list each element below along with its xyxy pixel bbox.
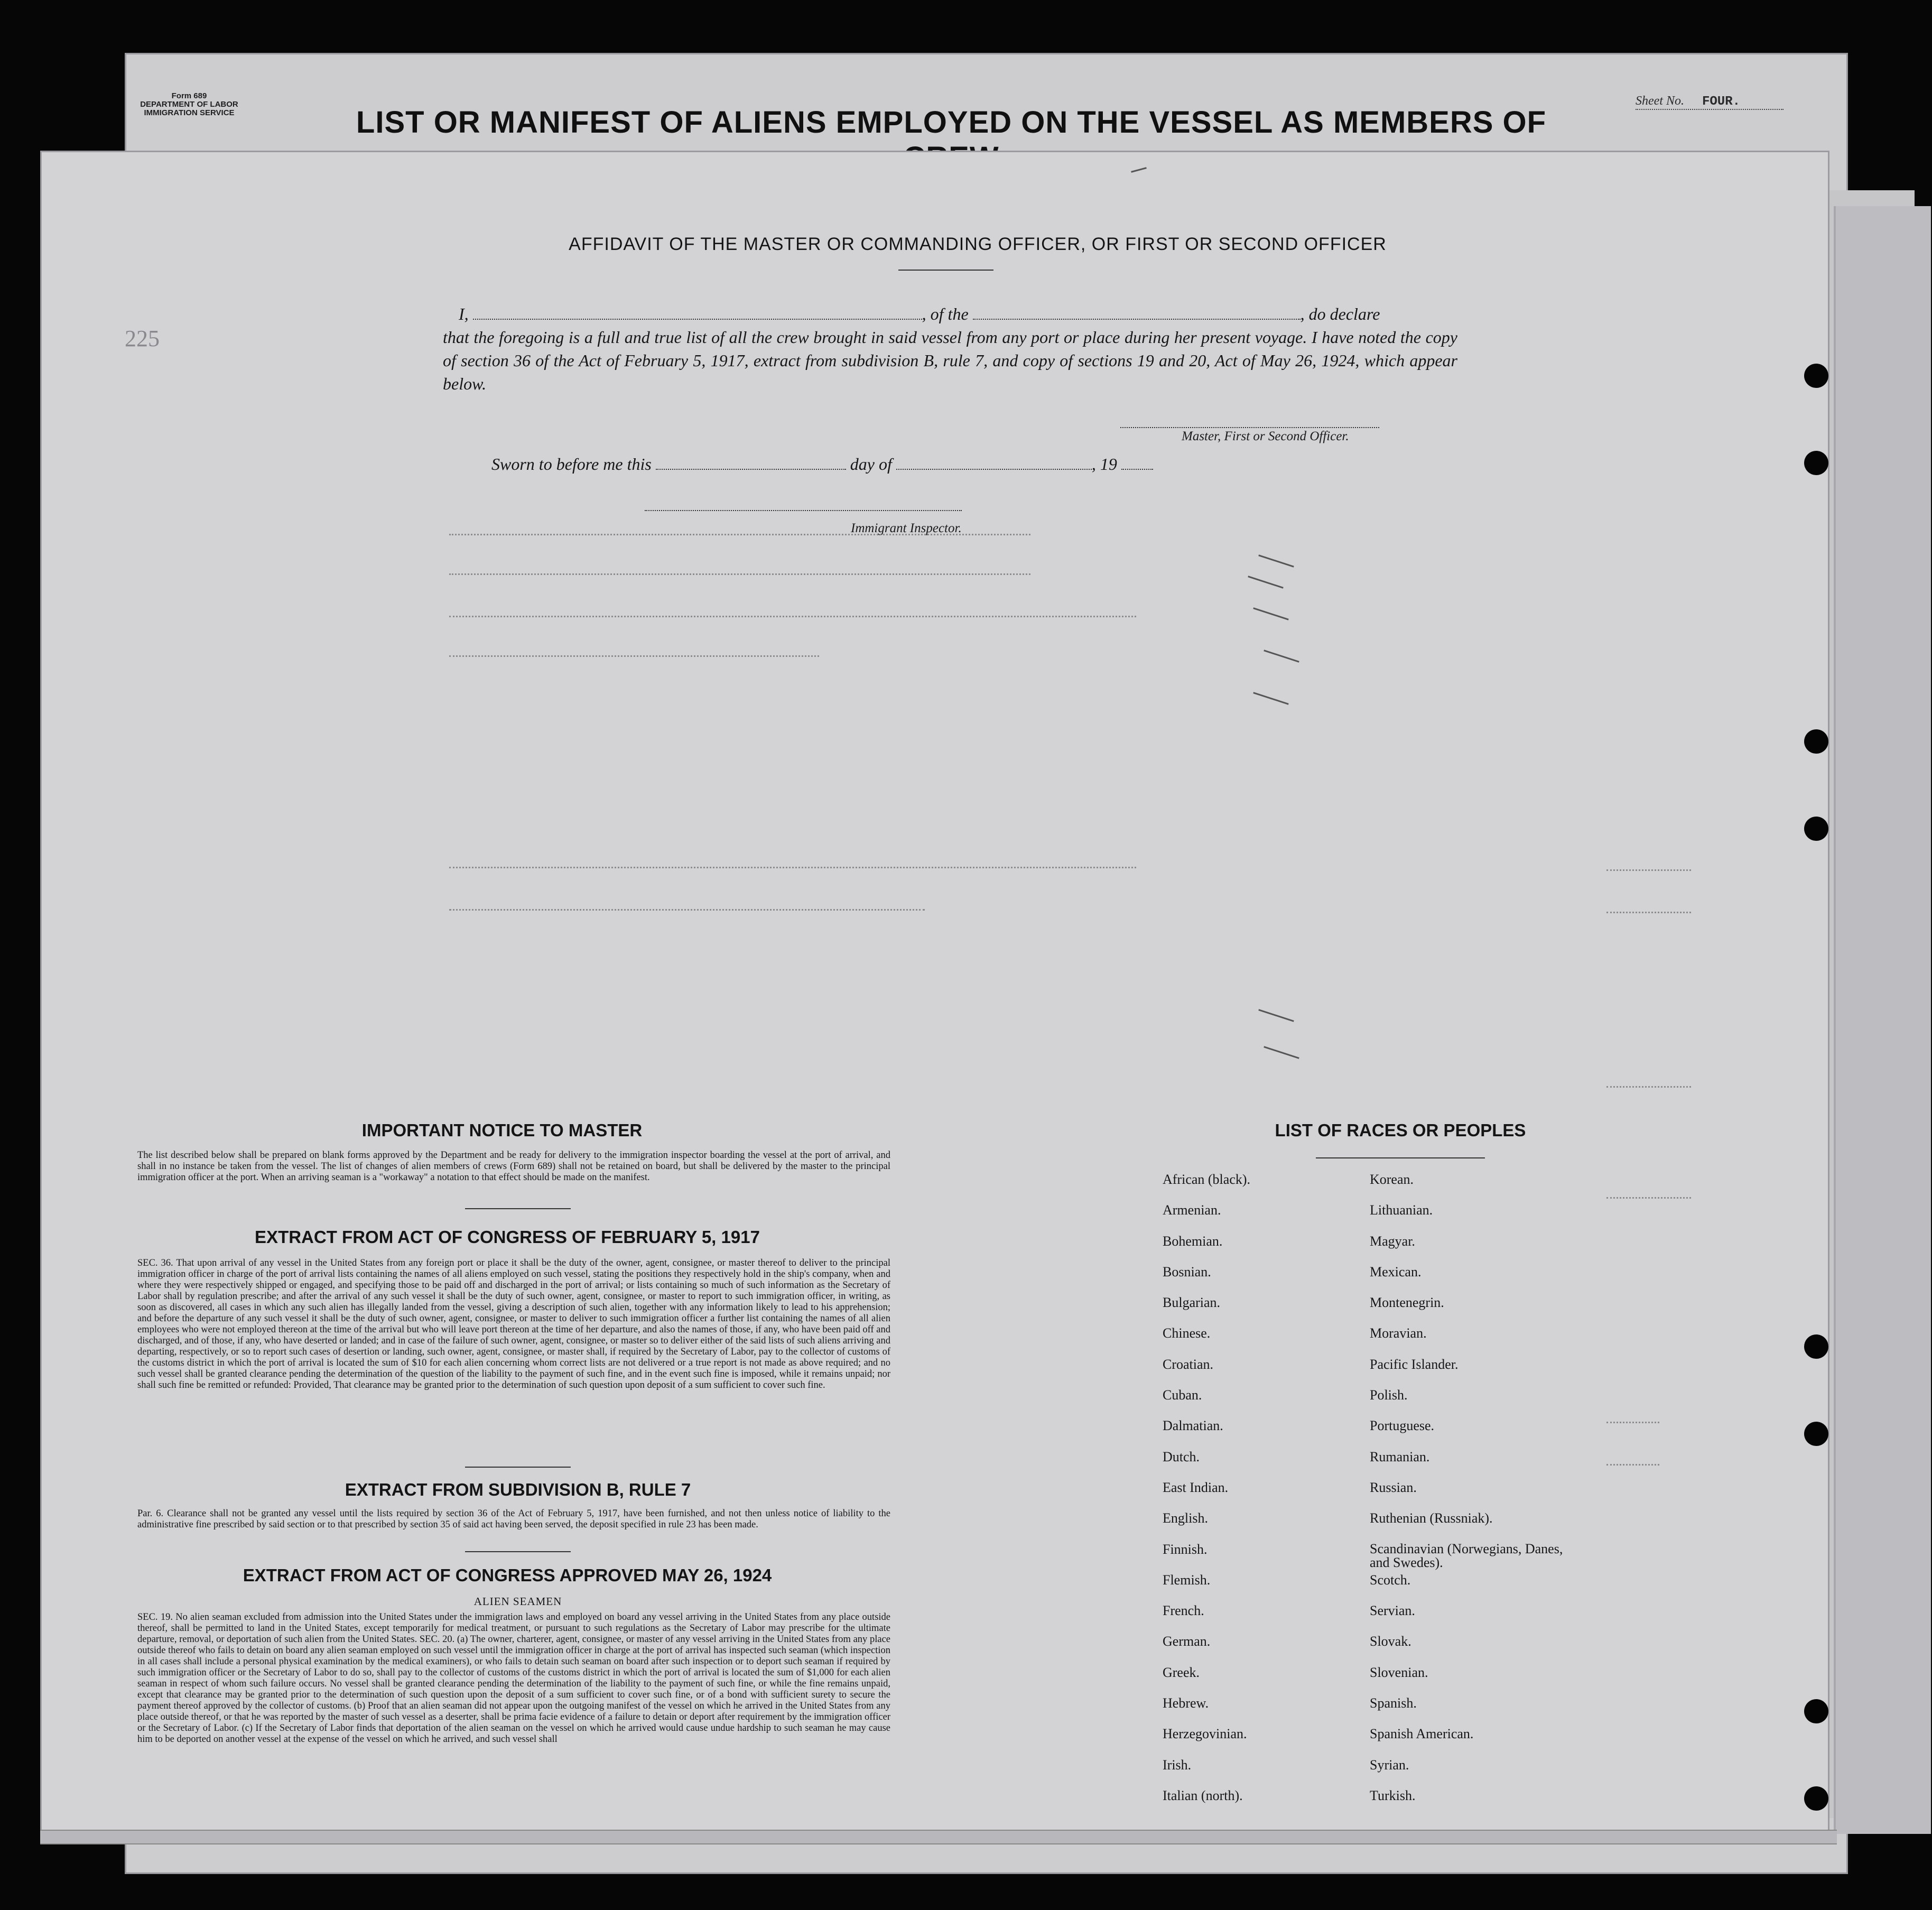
race-item: Greek.	[1163, 1664, 1200, 1680]
alien-seamen-subtitle: ALIEN SEAMEN	[473, 1595, 562, 1608]
race-item: Polish.	[1370, 1387, 1408, 1403]
sworn-line	[491, 455, 1153, 474]
bleed-row	[449, 909, 925, 913]
affidavit-title-rule	[898, 270, 993, 271]
extract-1917-body: SEC. 36. That upon arrival of any vessel in the United States from any foreign port or place it shall be the duty of the owner, agent, consignee, or master thereof to deliver to the principal immigration officer in charge of the port of arrival lists containing the names of all aliens employed on such vessel, stating the positions they respectively hold in the ship's company, when and where they were respectively shipped or engaged, and specifying those to be paid off and discharged in the port of arrival; or lists containing so much of such information as the Secretary of Labor shall by regulation prescribe; and after the arrival of any such vessel it shall be the duty of such owner, agent, consignee, or master to report to such immigration officer, in writing, as soon as discovered, all cases in which any such alien has illegally landed from the vessel, giving a description of such alien, together with any information likely to lead to his apprehension; and before the departure of any such vessel it shall be the duty of such owner, agent, consignee, or master to deliver to such immigration officer a further list containing the names of all alien employees who were not employed thereon at the time of the arrival but who will leave port thereon at the time of her departure, and also the names of those, if any, who have been paid off and discharged, and of those, if any, who have deserted or landed; and in case of the failure of such owner, agent, consignee, or master so to deliver either of the said lists of such aliens arriving and departing, respectively, or so to report such cases of desertion or landing, such owner, agent, consignee, or master shall, if required by the Secretary of Labor, pay to the collector of customs of the customs district in which the port of arrival is located the sum of $10 for each alien concerning whom correct lists are not delivered or a true report is not made as above required; and no such vessel shall be granted clearance pending the determination of the question of the liability to the payment of such fine, and in the event such fine is imposed, while it remains unpaid; nor shall such fine be remitted or refunded: Provided, That clearance may be granted prior to the determination of such question upon deposit of a sum sufficient to cover such fine.	[137, 1258, 890, 1390]
race-item: African (black).	[1163, 1172, 1251, 1187]
race-item: Ruthenian (Russniak).	[1370, 1510, 1493, 1526]
declaration-of-the: , of the	[922, 304, 969, 323]
declaration-i: I,	[459, 304, 469, 323]
race-item: Lithuanian.	[1370, 1202, 1433, 1218]
sworn-date-blank[interactable]	[656, 457, 846, 470]
race-item: East Indian.	[1163, 1479, 1229, 1495]
form-identifier: Form 689 DEPARTMENT OF LABOR IMMIGRATION SERVICE	[140, 91, 238, 117]
races-title-rule	[1316, 1157, 1485, 1158]
rule7-rule	[465, 1551, 571, 1552]
punch-hole	[1804, 1334, 1828, 1359]
notice-body: The list described below shall be prepared on blank forms approved by the Department and be ready for delivery to the immigration inspector boarding the vessel at the port of arrival, and shall in no instance be taken from the vessel. The list of changes of alien members of crews (Form 689) shall not be retained on board, but shall be delivered by the master to the principal immigration officer at the port. When an arriving seaman is a "workaway" a notation to that effect should be made on the manifest.	[137, 1150, 890, 1183]
race-item: Korean.	[1370, 1172, 1414, 1187]
right-edge-sheet	[1834, 206, 1931, 1834]
notice-rule	[465, 1208, 571, 1209]
race-item: French.	[1163, 1603, 1204, 1619]
manifest-title: LIST OR MANIFEST OF ALIENS EMPLOYED ON THE VESSEL AS MEMBERS OF	[356, 105, 1547, 140]
sworn-year-blank[interactable]	[1121, 457, 1153, 470]
sworn-year: , 19	[1091, 455, 1117, 474]
extract-1917-rule	[465, 1467, 571, 1468]
punch-hole	[1804, 451, 1828, 475]
bleed-row	[1606, 869, 1691, 873]
race-item: Armenian.	[1163, 1202, 1221, 1218]
race-item: Magyar.	[1370, 1233, 1415, 1249]
bottom-edge	[40, 1830, 1837, 1844]
declaration-body: that the foregoing is a full and true list of all the crew brought in said vessel from any port or place during her present voyage. I have noted the copy of section 36 of the Act of February 5, 1917, extract from subdivision B, rule 7, and copy of sections 19 and 20, Act of May 26, 1924, which appear below.	[443, 328, 1457, 393]
punch-hole	[1804, 817, 1828, 841]
sworn-prefix: Sworn to before me this	[491, 455, 652, 474]
master-signature-label: Master, First or Second Officer.	[1182, 429, 1349, 443]
bleed-row	[449, 534, 1030, 537]
races-left-column	[1163, 1172, 1250, 1819]
punch-hole	[1804, 1699, 1828, 1723]
race-item: German.	[1163, 1634, 1211, 1649]
sworn-day-of: day of	[850, 455, 892, 474]
bleed-row	[1606, 912, 1691, 915]
master-signature-line[interactable]	[1120, 427, 1379, 428]
races-list-title: LIST OF RACES OR PEOPLES	[1275, 1120, 1526, 1140]
race-item: Cuban.	[1163, 1387, 1202, 1403]
sheet-number	[1636, 94, 1784, 110]
race-item: Slovak.	[1370, 1634, 1411, 1649]
race-item: Montenegrin.	[1370, 1295, 1444, 1311]
sheet-number-label: Sheet No.	[1636, 94, 1684, 108]
bleed-row	[1606, 1086, 1691, 1090]
bleed-row	[449, 573, 1030, 577]
name-blank[interactable]	[473, 307, 922, 320]
sworn-month-blank[interactable]	[896, 457, 1092, 470]
race-item: Dalmatian.	[1163, 1418, 1223, 1434]
race-item: Irish.	[1163, 1757, 1192, 1773]
races-right-column	[1370, 1172, 1581, 1819]
race-item: Italian (north).	[1163, 1787, 1243, 1803]
race-item: Russian.	[1370, 1479, 1417, 1495]
punch-hole	[1804, 729, 1828, 754]
race-item: Pacific Islander.	[1370, 1356, 1459, 1372]
extract-1924-body: SEC. 19. No alien seaman excluded from admission into the United States under the immigration laws and employed on board any vessel arriving in the United States from any place outside thereof, shall be permitted to land in the United States, except temporarily for medical treatment, or pursuant to such regulations as the Secretary of Labor may prescribe for the ultimate departure, removal, or deportation of such alien from the United States. SEC. 20. (a) The owner, charterer, agent, consignee, or master of any vessel arriving in the United States from any place outside thereof who fails to detain on board any alien seaman employed on such vessel until the immigration officer in charge at the port of arrival has inspected such seaman (which inspection in all cases shall include a personal physical examination by the medical examiners), or who fails to detain such seaman on board after such inspection or to deport such seaman if required by such immigration officer or the Secretary of Labor to do so, shall pay to the collector of customs of the customs district in which the port of arrival is located the sum of $1,000 for each alien seaman in respect of whom such failure occurs. No vessel shall be granted clearance pending the determination of the liability to the payment of such fine, or while the fine remains unpaid, except that clearance may be granted prior to the determination of such question upon the deposit of a sum sufficient to cover such fine, or of a bond with sufficient surety to secure the payment thereof approved by the collector of customs. (b) Proof that an alien seaman did not appear upon the outgoing manifest of the vessel on which he arrived in the United States from any place outside thereof, or that he was reported by the master of such vessel as a deserter, shall be prima facie evidence of a failure to detain or deport after requirement by the immigration officer or the Secretary of Labor. (c) If the Secretary of Labor finds that deportation of the alien seaman on the vessel on which he arrived would cause undue hardship to such seaman he may cause him to be deported on another vessel at the expense of the vessel on which he arrived, and such vessel shall	[137, 1612, 890, 1745]
race-item: Turkish.	[1370, 1787, 1416, 1803]
race-item: Scotch.	[1370, 1572, 1411, 1588]
declaration-text	[443, 302, 1457, 395]
inspector-signature-label: Immigrant Inspector.	[851, 521, 962, 535]
race-item: Portuguese.	[1370, 1418, 1435, 1434]
extract-1924-title: EXTRACT FROM ACT OF CONGRESS APPROVED MAY 26, 1924	[243, 1565, 772, 1585]
race-item: Rumanian.	[1370, 1449, 1430, 1464]
page-number-stamp: 225	[125, 326, 160, 351]
bleed-row	[449, 655, 819, 659]
race-item: Finnish.	[1163, 1541, 1208, 1557]
vessel-blank[interactable]	[973, 307, 1301, 320]
bleed-row	[449, 867, 1136, 870]
punch-hole	[1804, 364, 1828, 388]
race-item: Hebrew.	[1163, 1695, 1209, 1711]
sheet-number-value: FOUR.	[1702, 95, 1740, 109]
affidavit-title: AFFIDAVIT OF THE MASTER OR COMMANDING OFFICER, OR FIRST OR SECOND OFFICER	[569, 234, 1387, 254]
race-item: Bosnian.	[1163, 1264, 1211, 1279]
rule7-title: EXTRACT FROM SUBDIVISION B, RULE 7	[345, 1480, 691, 1499]
race-item: Syrian.	[1370, 1757, 1409, 1773]
extract-1917-title: EXTRACT FROM ACT OF CONGRESS OF FEBRUARY 5, 1917	[255, 1227, 760, 1247]
race-item: Flemish.	[1163, 1572, 1211, 1588]
race-item: Bohemian.	[1163, 1233, 1223, 1249]
punch-hole	[1804, 1786, 1828, 1811]
race-item: Servian.	[1370, 1603, 1415, 1619]
race-item: Herzegovinian.	[1163, 1726, 1247, 1742]
declaration-do-declare: , do declare	[1300, 304, 1380, 323]
race-item: Mexican.	[1370, 1264, 1422, 1279]
race-item: Scandinavian (Norwegians, Danes, and Swedes).	[1370, 1541, 1563, 1570]
race-item: Croatian.	[1163, 1356, 1214, 1372]
declaration-line-1	[443, 302, 1457, 326]
punch-hole	[1804, 1422, 1828, 1446]
race-item: Spanish American.	[1370, 1726, 1474, 1742]
rule7-body: Par. 6. Clearance shall not be granted any vessel until the lists required by section 36 of the Act of February 5, 1917, have been furnished, and not then unless notice of liability to the administrative fine prescribed by said section or to that prescribed by section 35 of said act having been served, the deposit specified in rule 23 has been made.	[137, 1508, 890, 1530]
bleed-row	[1606, 1197, 1691, 1201]
race-item: Spanish.	[1370, 1695, 1417, 1711]
race-item: Bulgarian.	[1163, 1295, 1221, 1311]
inspector-signature-line[interactable]	[645, 510, 962, 511]
bleed-row	[1606, 1464, 1659, 1468]
notice-title: IMPORTANT NOTICE TO MASTER	[361, 1120, 643, 1140]
race-item: Moravian.	[1370, 1325, 1427, 1341]
race-item: Dutch.	[1163, 1449, 1200, 1464]
race-item: English.	[1163, 1510, 1208, 1526]
bleed-row	[449, 616, 1136, 619]
bleed-row	[1606, 1422, 1659, 1425]
race-item: Slovenian.	[1370, 1664, 1428, 1680]
race-item: Chinese.	[1163, 1325, 1211, 1341]
